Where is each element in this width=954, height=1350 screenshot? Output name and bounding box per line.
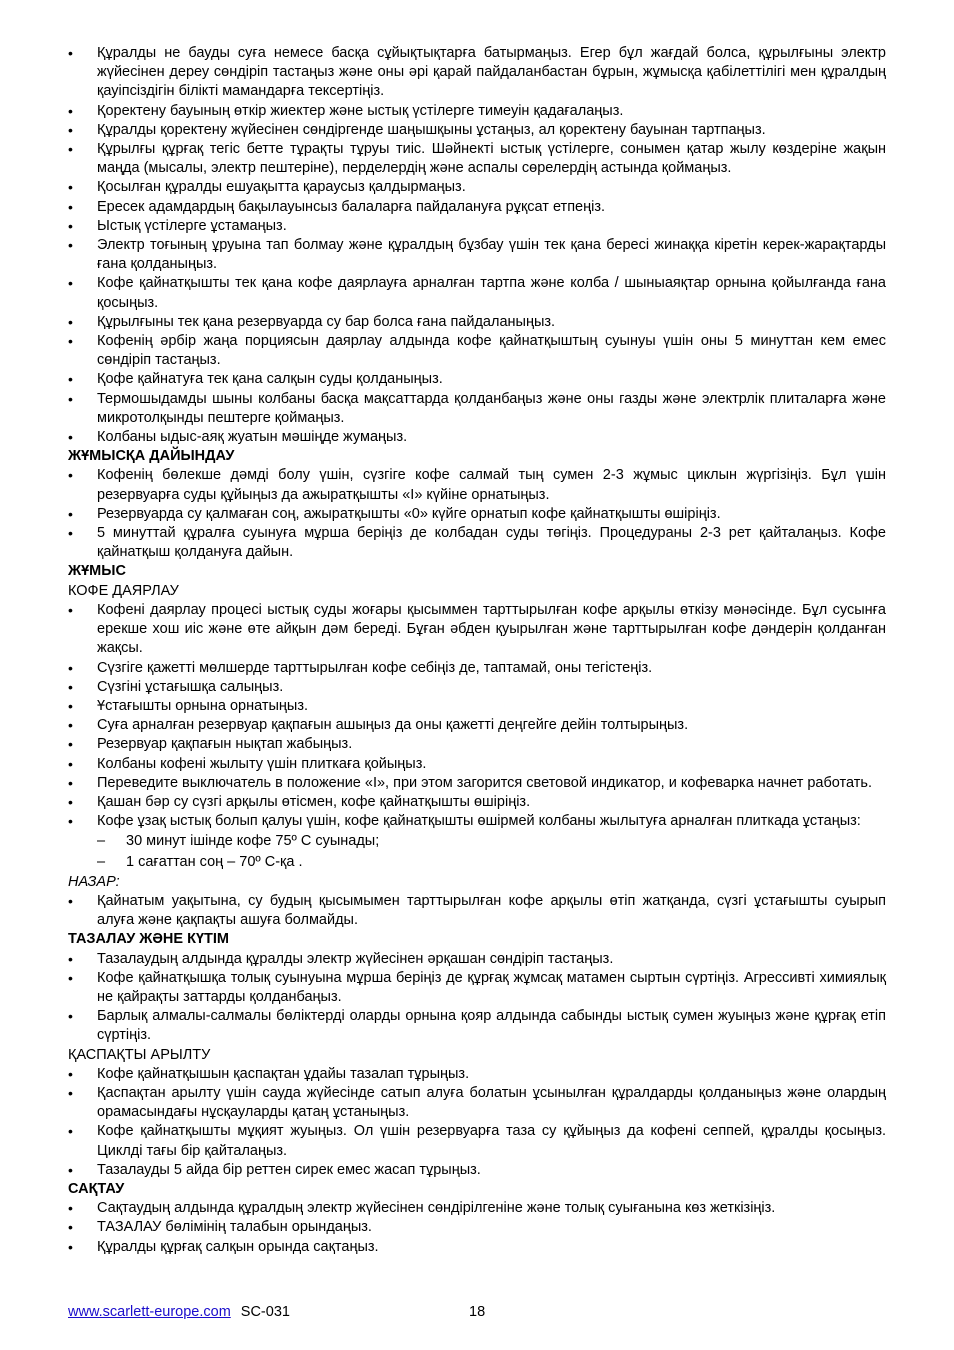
list-item: • Қайнатым уақытына, су будың қысымымен тарттырылған кофе арқылы өтіп жатқанда, сүзгі ұстағышты суырып алуға және қақпақты ашуға болмайды.: [68, 892, 886, 930]
page-footer: [68, 1303, 886, 1322]
list-item: • Құрылғыны тек қана резервуарда су бар болса ғана пайдаланыңыз.: [68, 313, 886, 332]
page-number: 18: [469, 1304, 486, 1320]
preparation-bullet-list: [68, 466, 886, 562]
list-item: • Сақтаудың алдында құралдың электр жүйесінен сөндірілгеніне және толық суығанына көз жеткізіңіз.: [68, 1199, 886, 1218]
list-item: • Термошыдамды шыны колбаны басқа мақсаттарда қолданбаңыз және оны газды және электрлік плиталарға және микротолқынды пештерге қоймаңыз.: [68, 390, 886, 428]
list-item: • Ересек адамдардың бақылауынсыз балаларға пайдалануға рұқсат етпеңіз.: [68, 198, 886, 217]
list-item: • Қаспақтан арылту үшін сауда жүйесінде сатып алуға болатын ұсынылған құралдарды қолданыңыз және олардың орамасындағы нұсқауларды қатаң ұстаныңыз.: [68, 1084, 886, 1122]
section-heading-cleaning: ТАЗАЛАУ ЖӘНЕ КҮТІМ: [68, 931, 229, 948]
storage-bullet-list: [68, 1199, 886, 1257]
cleaning-bullet-list: [68, 950, 886, 1046]
list-item: • Кофені даярлау процесі ыстық суды жоғары қысыммен тарттырылған кофе арқылы өткізу мәнәсінде. Бұл сусынға ерекше хош иіс және өте айқын дәм береді. Бұған әбден қуырылған және тарттырылған кофе дәндерін қолданған жақсы.: [68, 601, 886, 659]
list-item: • Қосылған құралды ешуақытта қараусыз қалдырмаңыз.: [68, 178, 886, 197]
list-item: • ТАЗАЛАУ бөлімінің талабын орындаңыз.: [68, 1218, 886, 1237]
section-heading-preparation: ЖҰМЫСҚА ДАЙЫНДАУ: [68, 448, 235, 465]
list-item: • Сүзгіге қажетті мөлшерде тарттырылған кофе себіңіз де, таптамай, оны тегістеңіз.: [68, 659, 886, 678]
list-item: • Қоректену бауының өткір жиектер және ыстық үстілерге тимеуін қадағалаңыз.: [68, 102, 886, 121]
list-item: • Қофе қайнатуға тек қана салқын суды қолданыңыз.: [68, 370, 886, 389]
list-item: • Кофе ұзақ ыстық болып қалуы үшін, кофе қайнатқышты өшірмей колбаны жылытуға арналған плиткада ұстаңыз:: [68, 812, 886, 831]
list-item: • Суға арналған резервуар қақпағын ашыңыз да оны қажетті деңгейге дейін толтырыңыз.: [68, 716, 886, 735]
website-link[interactable]: www.scarlett-europe.com: [68, 1304, 231, 1320]
list-item: • Құралды құрғақ салқын орында сақтаңыз.: [68, 1238, 886, 1257]
section-heading-storage: САҚТАУ: [68, 1180, 125, 1197]
list-item: • 5 минуттай құралға суынуға мұрша беріңіз де колбадан суды төгіңіз. Процедураны 2-3 рет қайталаңыз. Кофе қайнатқыш қолдануға дайын.: [68, 524, 886, 562]
list-item: • Резервуарда су қалмаған соң, ажыратқышты «0» күйге орнатып кофе қайнатқышты өшіріңіз.: [68, 505, 886, 524]
subheading-descaling: ҚАСПАҚТЫ АРЫЛТУ: [68, 1046, 211, 1063]
list-item: • Кофе қайнатқышқа толық суынуына мұрша беріңіз де құрғақ жұмсақ матамен сыртын сүртіңіз. Агрессивті химиялық не қайрақты заттарды қолданбаңыз.: [68, 969, 886, 1007]
safety-bullet-list: [68, 44, 886, 447]
operation-bullet-list: [68, 601, 886, 831]
dash-item: – 1 сағаттан соң – 70º С-қа .: [68, 853, 886, 872]
list-item: • Құралды не бауды суға немесе басқа сұйықтықтарға батырмаңыз. Егер бұл жағдай болса, құрылғыны электр жүйесінен дереу сөндіріп тастаңыз және оны әрі қарай пайдаланбастан бұрын, жұмысқа қабілеттілігі мен құралдың қауіпсіздігін білікті мамандарға тексертіңіз.: [68, 44, 886, 102]
list-item: • Қашан бәр су сүзгі арқылы өтісмен, кофе қайнатқышты өшіріңіз.: [68, 793, 886, 812]
list-item: • Ұстағышты орнына орнатыңыз.: [68, 697, 886, 716]
list-item: • Колбаны ыдыс-аяқ жуатын мәшіңде жумаңыз.: [68, 428, 886, 447]
list-item: • Сүзгіні ұстағышқа салыңыз.: [68, 678, 886, 697]
model-number: SC-031: [240, 1304, 290, 1320]
list-item: • Переведите выключатель в положение «I», при этом загорится световой индикатор, и кофеварка начнет работать.: [68, 774, 886, 793]
list-item: • Электр тоғының ұруына тап болмау және құралдың бұзбау үшін тек қана бересі жинаққа кіретін керек-жарақтарды ғана қолданыңыз.: [68, 236, 886, 274]
list-item: • Құрылғы құрғақ тегіс бетте тұрақты тұруы тиіс. Шәйнекті ыстық үстілерге, сонымен қатар жылу көздеріне жақын маңда (мысалы, электр пештеріне), перделердің және аспалы сөрелердің астында қоймаңыз.: [68, 140, 886, 178]
dash-item: – 30 минут ішінде кофе 75º С суынады;: [68, 832, 886, 851]
list-item: • Кофенің бөлекше дәмді болу үшін, сүзгіге кофе салмай тың сумен 2-3 жұмыс циклын жүргізіңіз. Бұл үшін резервуарға суды құйыңыз да ажыратқышты «I» күйіне орнатыңыз.: [68, 466, 886, 504]
list-item: • Колбаны кофені жылыту үшін плиткаға қойыңыз.: [68, 755, 886, 774]
list-item: • Резервуар қақпағын нықтап жабыңыз.: [68, 735, 886, 754]
list-item: • Кофе қайнатқышын қаспақтан ұдайы тазалап тұрыңыз.: [68, 1065, 886, 1084]
list-item: • Ыстық үстілерге ұстамаңыз.: [68, 217, 886, 236]
list-item: • Кофе қайнатқышты тек қана кофе даярлауға арналған тартпа және колба / шыныаяқтар орнына қойылғанда ғана қосыңыз.: [68, 274, 886, 312]
list-item: • Кофенің әрбір жаңа порциясын даярлау алдында кофе қайнатқыштың суынуы үшін оны 5 минуттан кем емес сөндіріп тастаңыз.: [68, 332, 886, 370]
list-item: • Құралды қоректену жүйесінен сөндіргенде шаңышқыны ұстаңыз, ал қоректену бауынан тартпаңыз.: [68, 121, 886, 140]
note-bullet-list: [68, 892, 886, 930]
list-item: • Кофе қайнатқышты мұқият жуыңыз. Ол үшін резервуарға таза су құйыңыз да кофені сеппей, құралды қосыңыз. Циклді тағы бір қайталаңыз.: [68, 1122, 886, 1160]
note-heading: НАЗАР:: [68, 873, 120, 890]
temperature-dash-list: [68, 832, 886, 871]
list-item: • Тазалаудың алдында құралды электр жүйесінен әрқашан сөндіріп тастаңыз.: [68, 950, 886, 969]
list-item: • Барлық алмалы-салмалы бөліктерді оларды орнына қояр алдында сабынды ыстық сумен жуыңыз және құрғақ етіп сүртіңіз.: [68, 1007, 886, 1045]
subheading-coffee-making: КОФЕ ДАЯРЛАУ: [68, 582, 179, 599]
section-heading-operation: ЖҰМЫС: [68, 563, 126, 580]
list-item: • Тазалауды 5 айда бір реттен сирек емес жасап тұрыңыз.: [68, 1161, 886, 1180]
descaling-bullet-list: [68, 1065, 886, 1180]
